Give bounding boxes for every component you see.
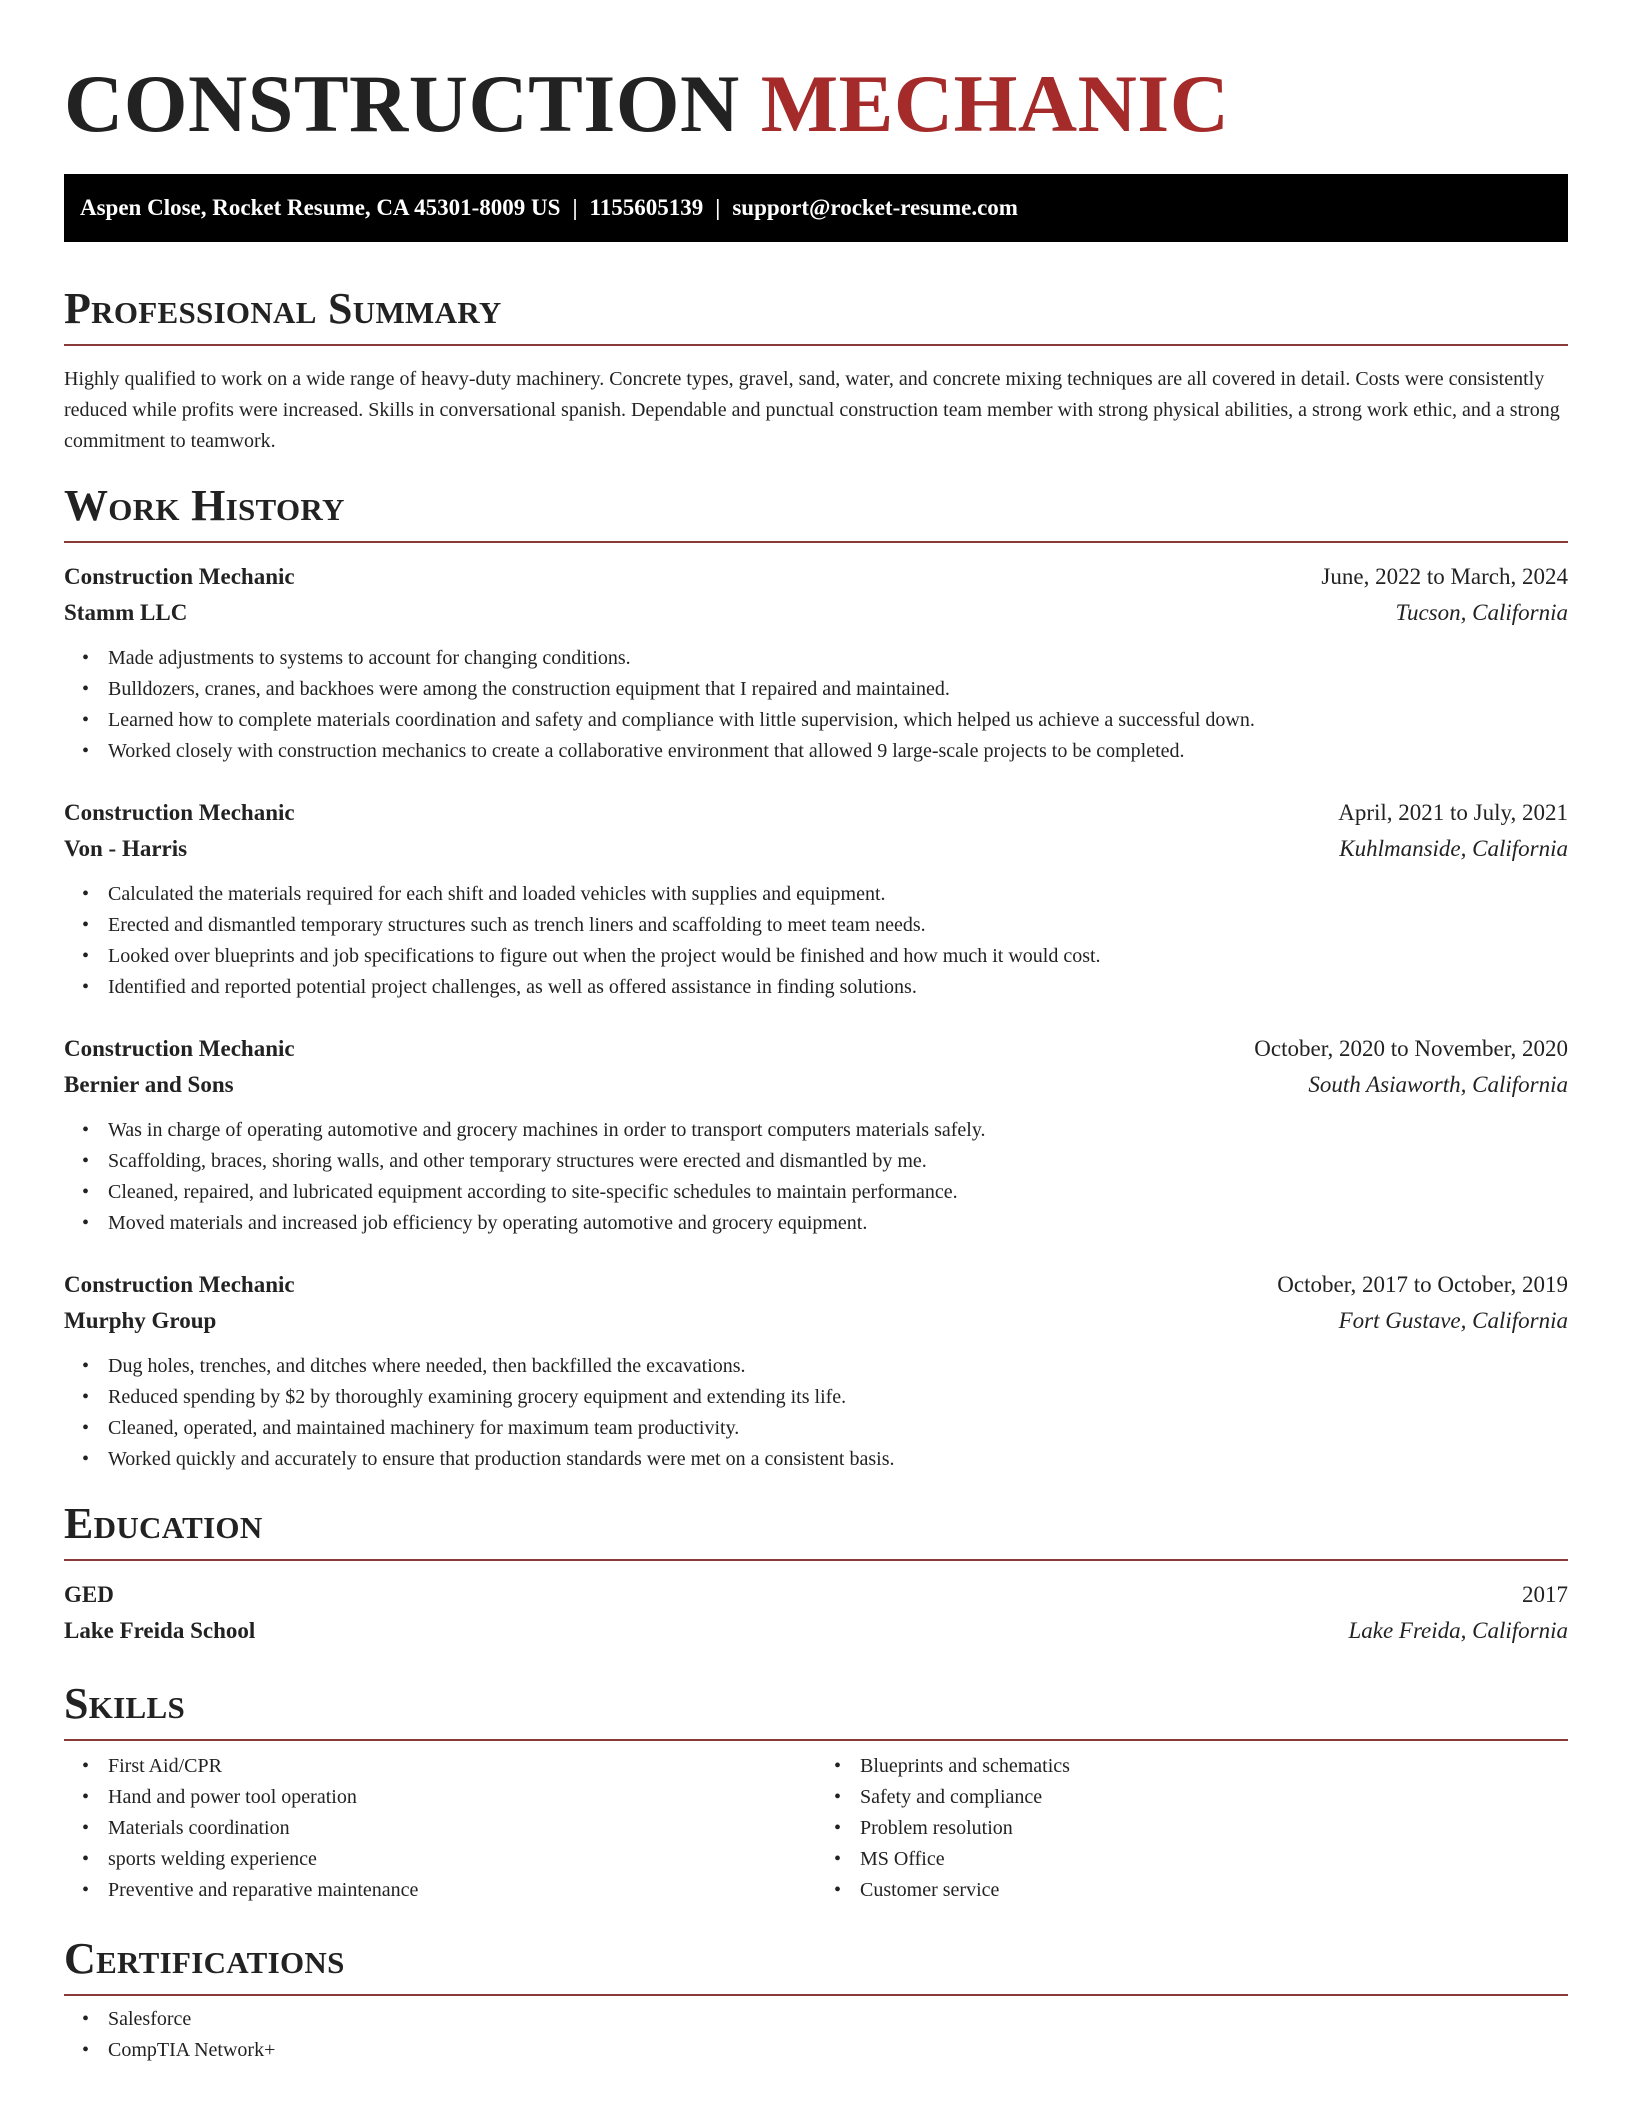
job-bullets: [64, 879, 1568, 1003]
skills-heading: Skills: [64, 1679, 186, 1728]
job-bullet: • Dug holes, trenches, and ditches where needed, then backfilled the excavations.: [108, 1351, 1568, 1382]
job-header-row: [64, 1031, 1568, 1067]
job-bullet: • Scaffolding, braces, shoring walls, and other temporary structures were erected and dismantled by me.: [108, 1146, 1568, 1177]
education-school-row: [64, 1613, 1568, 1649]
job-company-row: [64, 1067, 1568, 1103]
job-title: Construction Mechanic: [64, 1272, 295, 1297]
job-entry: [64, 795, 1568, 1003]
job-header-row: [64, 559, 1568, 595]
job-bullet: • Cleaned, repaired, and lubricated equipment according to site-specific schedules to maintain performance.: [108, 1177, 1568, 1208]
skill-item: • Safety and compliance: [860, 1782, 1568, 1813]
job-bullet: • Cleaned, operated, and maintained machinery for maximum team productivity.: [108, 1413, 1568, 1444]
certifications-list: [64, 2004, 1568, 2066]
job-title: Construction Mechanic: [64, 800, 295, 825]
work-history-section: [64, 479, 1568, 1475]
summary-section: [64, 282, 1568, 457]
job-bullet: • Looked over blueprints and job specifications to figure out when the project would be finished and how much it would cost.: [108, 941, 1568, 972]
skill-item: • First Aid/CPR: [108, 1751, 816, 1782]
job-bullet: • Moved materials and increased job efficiency by operating automotive and grocery equipment.: [108, 1208, 1568, 1239]
job-company-row: [64, 831, 1568, 867]
title-first-word: CONSTRUCTION: [64, 58, 740, 149]
skills-section: [64, 1677, 1568, 1906]
contact-separator: |: [715, 195, 721, 220]
education-section: [64, 1497, 1568, 1649]
skill-item: • sports welding experience: [108, 1844, 816, 1875]
certifications-heading: Certifications: [64, 1934, 345, 1983]
education-entry: [64, 1577, 1568, 1649]
education-degree: GED: [64, 1582, 114, 1607]
skills-grid: [64, 1751, 1568, 1906]
work-history-heading: Work History: [64, 481, 345, 530]
resume-title: [64, 0, 1568, 150]
contact-separator: |: [572, 195, 578, 220]
education-location: Lake Freida, California: [1348, 1618, 1568, 1643]
job-company-row: [64, 595, 1568, 631]
job-bullet: • Was in charge of operating automotive and grocery machines in order to transport computers materials safely.: [108, 1115, 1568, 1146]
job-company: Murphy Group: [64, 1308, 217, 1333]
job-company: Bernier and Sons: [64, 1072, 234, 1097]
job-bullet: • Calculated the materials required for each shift and loaded vehicles with supplies and equipment.: [108, 879, 1568, 910]
job-bullet: • Worked quickly and accurately to ensure that production standards were met on a consistent basis.: [108, 1444, 1568, 1475]
job-dates: October, 2020 to November, 2020: [1254, 1036, 1568, 1061]
contact-email: support@rocket-resume.com: [732, 195, 1018, 220]
summary-heading: Professional Summary: [64, 284, 502, 333]
skills-list-right: [816, 1751, 1568, 1906]
job-entry: [64, 559, 1568, 767]
job-location: Kuhlmanside, California: [1339, 836, 1568, 861]
contact-phone: 1155605139: [589, 195, 704, 220]
resume-page: [64, 0, 1568, 2066]
job-bullet: • Bulldozers, cranes, and backhoes were among the construction equipment that I repaired and maintained.: [108, 674, 1568, 705]
job-dates: April, 2021 to July, 2021: [1338, 800, 1568, 825]
job-company-row: [64, 1303, 1568, 1339]
contact-address: Aspen Close, Rocket Resume, CA 45301-8009 US: [80, 195, 561, 220]
job-header-row: [64, 795, 1568, 831]
title-accent-word: MECHANIC: [760, 58, 1230, 149]
skill-item: • Blueprints and schematics: [860, 1751, 1568, 1782]
certifications-section: [64, 1932, 1568, 2066]
education-header-row: [64, 1577, 1568, 1613]
job-bullet: • Erected and dismantled temporary structures such as trench liners and scaffolding to meet team needs.: [108, 910, 1568, 941]
education-heading: Education: [64, 1499, 263, 1548]
contact-bar: [64, 174, 1568, 242]
section-divider: [64, 1559, 1568, 1561]
job-header-row: [64, 1267, 1568, 1303]
job-location: Tucson, California: [1395, 600, 1568, 625]
certification-item: • CompTIA Network+: [108, 2035, 1568, 2066]
job-title: Construction Mechanic: [64, 1036, 295, 1061]
section-divider: [64, 1739, 1568, 1741]
job-bullets: [64, 1351, 1568, 1475]
job-entry: [64, 1267, 1568, 1475]
section-divider: [64, 1994, 1568, 1996]
job-location: South Asiaworth, California: [1308, 1072, 1568, 1097]
summary-text: Highly qualified to work on a wide range of heavy-duty machinery. Concrete types, gravel, sand, water, and concrete mixing techniques are all covered in detail. Costs were consistently reduced while profits were increased. Skills in conversational spanish. Dependable and punctual construction team member with strong physical abilities, a strong work ethic, and a strong commitment to teamwork.: [64, 368, 1560, 452]
skill-item: • Problem resolution: [860, 1813, 1568, 1844]
education-year: 2017: [1522, 1582, 1568, 1607]
skill-item: • Materials coordination: [108, 1813, 816, 1844]
job-bullet: • Identified and reported potential project challenges, as well as offered assistance in finding solutions.: [108, 972, 1568, 1003]
job-title: Construction Mechanic: [64, 564, 295, 589]
job-bullet: • Learned how to complete materials coordination and safety and compliance with little supervision, which helped us achieve a successful down.: [108, 705, 1568, 736]
job-bullet: • Reduced spending by $2 by thoroughly examining grocery equipment and extending its life.: [108, 1382, 1568, 1413]
section-divider: [64, 344, 1568, 346]
job-entry: [64, 1031, 1568, 1239]
job-bullet: • Worked closely with construction mechanics to create a collaborative environment that allowed 9 large-scale projects to be completed.: [108, 736, 1568, 767]
skill-item: • Preventive and reparative maintenance: [108, 1875, 816, 1906]
skill-item: • Customer service: [860, 1875, 1568, 1906]
job-company: Stamm LLC: [64, 600, 188, 625]
job-dates: October, 2017 to October, 2019: [1277, 1272, 1568, 1297]
job-dates: June, 2022 to March, 2024: [1321, 564, 1568, 589]
job-company: Von - Harris: [64, 836, 188, 861]
education-school: Lake Freida School: [64, 1618, 256, 1643]
section-divider: [64, 541, 1568, 543]
skill-item: • Hand and power tool operation: [108, 1782, 816, 1813]
skill-item: • MS Office: [860, 1844, 1568, 1875]
job-bullets: [64, 643, 1568, 767]
certification-item: • Salesforce: [108, 2004, 1568, 2035]
job-location: Fort Gustave, California: [1338, 1308, 1568, 1333]
job-bullet: • Made adjustments to systems to account for changing conditions.: [108, 643, 1568, 674]
skills-list-left: [64, 1751, 816, 1906]
job-bullets: [64, 1115, 1568, 1239]
